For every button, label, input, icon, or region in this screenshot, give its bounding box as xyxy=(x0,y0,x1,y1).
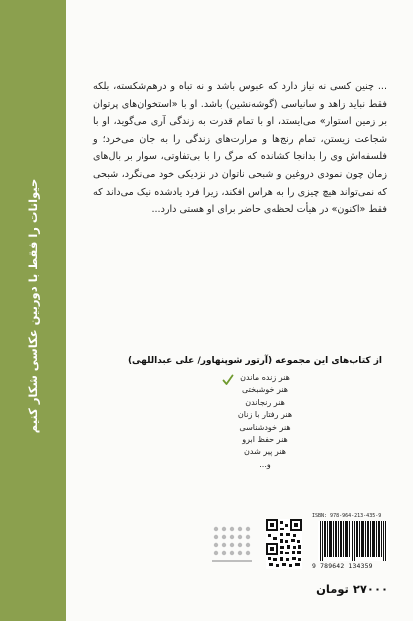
barcode-number: 9 789642 134359 xyxy=(312,562,373,570)
list-item: هنر حفظ ابرو xyxy=(242,435,288,445)
list-item: هنر رنجاندن xyxy=(245,397,285,407)
spine-panel xyxy=(0,0,66,621)
list-item: هنر خودشناسی xyxy=(239,422,291,432)
isbn-label: ISBN: 978-964-213-435-9 xyxy=(312,513,382,519)
excerpt-text: ... چنین کسی نه نیاز دارد که عبوس باشد و نه تباه و درهم‌شکسته، بلکه فقط نباید زاهد و سانیاسی (گوشه‌نشین) باشد. او با «استخوان‌های پرتوان بر زمین استوار» می‌ایستد، او با تمام قدرت به زندگی آری می‌گوید، او با شجاعت زیستن، تمام رنج‌ها و مرارت‌های زندگی را به جان می‌خرد؛ و فلسفه‌اش وی را بدانجا کشانده که مرگ را با بی‌تفاوتی، سوار بر بال‌های زمان چون نمودی دروغین و شبحی ناتوان در نزدیکی خود می‌نگرد، شبحی که نمی‌تواند هیچ چیزی را به هراس افکند، زیرا فرد یادشده نیک می‌داند که فقط «اکنون» در هیأت لحظه‌ی حاضر برای او هستی دارد... xyxy=(93,81,387,216)
publisher-logo-icon xyxy=(209,521,255,565)
list-item: هنر رفتار با زنان xyxy=(237,410,293,420)
list-item: هنر خوشبختی xyxy=(241,385,289,395)
list-item: و... xyxy=(259,459,271,469)
book-list xyxy=(205,372,325,471)
list-item: هنر زنده ماندن xyxy=(240,373,290,382)
list-item: هنر پیر شدن xyxy=(244,447,286,457)
qr-code-icon xyxy=(266,519,302,569)
price-label: ۲۷۰۰۰ تومان xyxy=(316,582,388,596)
barcode-icon xyxy=(318,521,388,561)
series-title: از کتاب‌های این مجموعه (آرتور شوپنهاور/ علی عبداللهی) xyxy=(127,356,382,366)
spine-title: حیوانات را فقط با دوربین عکاسی شکار کنیم xyxy=(26,178,40,434)
